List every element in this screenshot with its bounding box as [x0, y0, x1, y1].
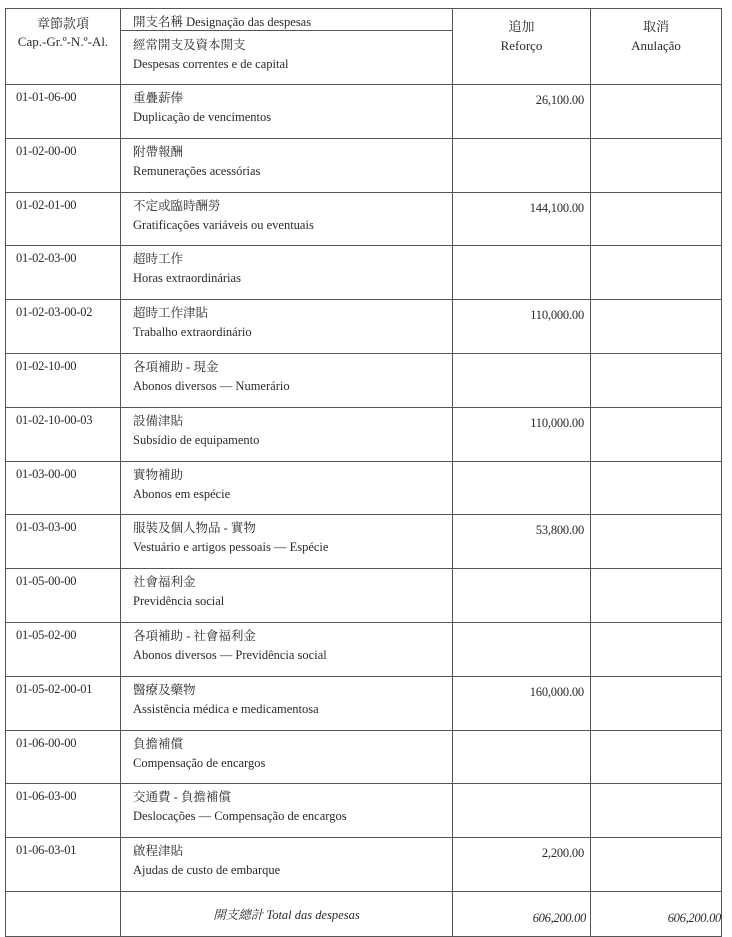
- anulacao-cell: [591, 676, 722, 730]
- anulacao-cell: [591, 300, 722, 354]
- account-code-cell: [6, 838, 121, 892]
- anulacao-cell: [591, 138, 722, 192]
- description-pt: Remunerações acessórias: [133, 163, 261, 178]
- anulacao-cell: [591, 622, 722, 676]
- table-row: [6, 353, 722, 407]
- table-row: [6, 461, 722, 515]
- description-pt: Vestuário e artigos pessoais — Espécie: [133, 540, 329, 555]
- reforco-cell: [453, 461, 591, 515]
- reforco-cell: [453, 407, 591, 461]
- anulacao-cell: [591, 784, 722, 838]
- account-code-cell: [6, 515, 121, 569]
- header-anulacao-cell: [591, 9, 722, 85]
- header-anulacao-pt: Anulação: [631, 38, 681, 53]
- reforco-cell: [453, 838, 591, 892]
- anulacao-cell: [591, 246, 722, 300]
- reforco-amount: 110,000.00: [530, 308, 584, 323]
- anulacao-cell: [591, 838, 722, 892]
- table-row: [6, 569, 722, 623]
- table-row: [6, 784, 722, 838]
- account-code-cell: [6, 622, 121, 676]
- account-code-cell: [6, 138, 121, 192]
- anulacao-cell: [591, 192, 722, 246]
- account-code: 01-02-00-00: [16, 143, 77, 158]
- description-zh: 交通費 - 負擔補償: [133, 790, 231, 805]
- description-zh: 各項補助 - 社會福利金: [133, 628, 256, 643]
- header-designation-zh: 開支名稱: [133, 15, 184, 29]
- account-code: 01-05-02-00: [16, 627, 77, 642]
- header-row: [6, 9, 722, 85]
- header-code-zh: 章節款項: [36, 16, 89, 31]
- anulacao-cell: [591, 353, 722, 407]
- description-zh: 超時工作津貼: [133, 306, 209, 321]
- header-group-pt: Despesas correntes e de capital: [133, 57, 289, 71]
- description-cell: [121, 85, 453, 139]
- description-zh: 重疊薪俸: [133, 91, 184, 105]
- total-row: [6, 891, 722, 936]
- reforco-cell: [453, 784, 591, 838]
- description-zh: 社會福利金: [133, 575, 196, 590]
- account-code-cell: [6, 192, 121, 246]
- anulacao-cell: [591, 515, 722, 569]
- anulacao-cell: [591, 85, 722, 139]
- account-code: 01-06-03-01: [16, 843, 77, 858]
- reforco-amount: 26,100.00: [535, 93, 584, 107]
- account-code-cell: [6, 85, 121, 139]
- reforco-cell: [453, 300, 591, 354]
- account-code-cell: [6, 730, 121, 784]
- account-code: 01-03-00-00: [16, 466, 77, 481]
- reforco-cell: [453, 246, 591, 300]
- description-pt: Gratificações variáveis ou eventuais: [133, 217, 314, 232]
- table-row: [6, 622, 722, 676]
- account-code: 01-06-03-00: [16, 789, 77, 804]
- description-pt: Subsídio de equipamento: [133, 432, 260, 447]
- description-pt: Trabalho extraordinário: [133, 325, 252, 340]
- total-label-zh: 開支總計: [213, 907, 264, 922]
- total-label-pt: Total das despesas: [266, 907, 360, 922]
- total-empty-cell: [6, 891, 121, 936]
- table-row: [6, 676, 722, 730]
- description-zh: 各項補助 - 現金: [133, 359, 219, 374]
- table-row: [6, 246, 722, 300]
- description-pt: Abonos em espécie: [133, 486, 231, 501]
- description-cell: [121, 407, 453, 461]
- account-code: 01-03-03-00: [16, 520, 77, 535]
- account-code-cell: [6, 784, 121, 838]
- account-code: 01-02-10-00-03: [16, 412, 93, 427]
- account-code-cell: [6, 676, 121, 730]
- reforco-cell: [453, 676, 591, 730]
- description-pt: Abonos diversos — Numerário: [133, 378, 290, 393]
- table-row: [6, 407, 722, 461]
- reforco-amount: 53,800.00: [535, 523, 584, 538]
- account-code-cell: [6, 246, 121, 300]
- account-code: 01-05-00-00: [16, 574, 77, 589]
- header-code-cell: [6, 9, 121, 85]
- header-designation: [121, 9, 452, 31]
- description-cell: [121, 461, 453, 515]
- header-designation-cell: [121, 9, 453, 85]
- reforco-cell: [453, 730, 591, 784]
- header-reforco-pt: Reforço: [500, 38, 543, 53]
- account-code-cell: [6, 353, 121, 407]
- table-row: [6, 85, 722, 139]
- description-pt: Ajudas de custo de embarque: [133, 863, 281, 878]
- reforco-amount: 144,100.00: [529, 200, 584, 215]
- description-zh: 負擔補償: [133, 736, 184, 751]
- table-row: [6, 138, 722, 192]
- table-row: [6, 300, 722, 354]
- table-row: [6, 838, 722, 892]
- budget-table: [5, 8, 722, 937]
- description-cell: [121, 569, 453, 623]
- description-cell: [121, 192, 453, 246]
- description-pt: Duplicação de vencimentos: [133, 110, 272, 124]
- account-code-cell: [6, 407, 121, 461]
- description-zh: 服裝及個人物品 - 實物: [133, 521, 256, 536]
- reforco-cell: [453, 192, 591, 246]
- description-cell: [121, 784, 453, 838]
- account-code-cell: [6, 300, 121, 354]
- description-zh: 啟程津貼: [133, 844, 184, 859]
- description-pt: Deslocações — Compensação de encargos: [133, 809, 347, 824]
- reforco-cell: [453, 85, 591, 139]
- header-anulacao-zh: 取消: [642, 19, 669, 34]
- description-cell: [121, 676, 453, 730]
- description-pt: Previdência social: [133, 594, 225, 609]
- account-code: 01-02-03-00: [16, 251, 77, 266]
- reforco-cell: [453, 138, 591, 192]
- reforco-cell: [453, 515, 591, 569]
- table-row: [6, 192, 722, 246]
- header-reforco-cell: [453, 9, 591, 85]
- description-cell: [121, 353, 453, 407]
- account-code: 01-02-10-00: [16, 358, 77, 373]
- table-row: [6, 515, 722, 569]
- description-zh: 附帶報酬: [133, 144, 184, 159]
- description-zh: 醫療及藥物: [133, 682, 196, 697]
- description-cell: [121, 515, 453, 569]
- reforco-amount: 110,000.00: [530, 415, 584, 430]
- reforco-cell: [453, 622, 591, 676]
- description-cell: [121, 300, 453, 354]
- account-code-cell: [6, 569, 121, 623]
- reforco-amount: 160,000.00: [529, 684, 584, 699]
- header-code-pt: Cap.-Gr.º-N.º-Al.: [17, 34, 109, 49]
- description-cell: [121, 838, 453, 892]
- description-pt: Assistência médica e medicamentosa: [133, 701, 319, 716]
- account-code: 01-01-06-00: [16, 90, 77, 104]
- account-code: 01-02-03-00-02: [16, 305, 93, 320]
- description-zh: 超時工作: [133, 252, 184, 267]
- header-group: [121, 31, 452, 74]
- total-anulacao-cell: [591, 891, 722, 936]
- description-zh: 設備津貼: [133, 413, 184, 428]
- header-group-zh: 經常開支及資本開支: [133, 38, 246, 52]
- description-zh: 實物補助: [133, 467, 184, 482]
- anulacao-cell: [591, 461, 722, 515]
- total-reforco-cell: [453, 891, 591, 936]
- account-code: 01-05-02-00-01: [16, 681, 93, 696]
- total-anulacao: 606,200.00: [667, 911, 721, 926]
- header-designation-pt: Designação das despesas: [186, 15, 312, 29]
- account-code: 01-06-00-00: [16, 735, 77, 750]
- description-pt: Abonos diversos — Previdência social: [133, 647, 327, 662]
- account-code-cell: [6, 461, 121, 515]
- description-cell: [121, 730, 453, 784]
- header-reforco-zh: 追加: [508, 19, 535, 34]
- description-cell: [121, 622, 453, 676]
- description-cell: [121, 138, 453, 192]
- reforco-cell: [453, 353, 591, 407]
- anulacao-cell: [591, 407, 722, 461]
- table-row: [6, 730, 722, 784]
- reforco-amount: 2,200.00: [541, 846, 584, 861]
- reforco-cell: [453, 569, 591, 623]
- anulacao-cell: [591, 730, 722, 784]
- description-pt: Compensação de encargos: [133, 755, 266, 770]
- total-label-cell: [121, 891, 453, 936]
- description-cell: [121, 246, 453, 300]
- anulacao-cell: [591, 569, 722, 623]
- description-pt: Horas extraordinárias: [133, 271, 241, 286]
- description-zh: 不定或臨時酬勞: [133, 198, 221, 213]
- account-code: 01-02-01-00: [16, 197, 77, 212]
- total-reforco: 606,200.00: [532, 911, 586, 926]
